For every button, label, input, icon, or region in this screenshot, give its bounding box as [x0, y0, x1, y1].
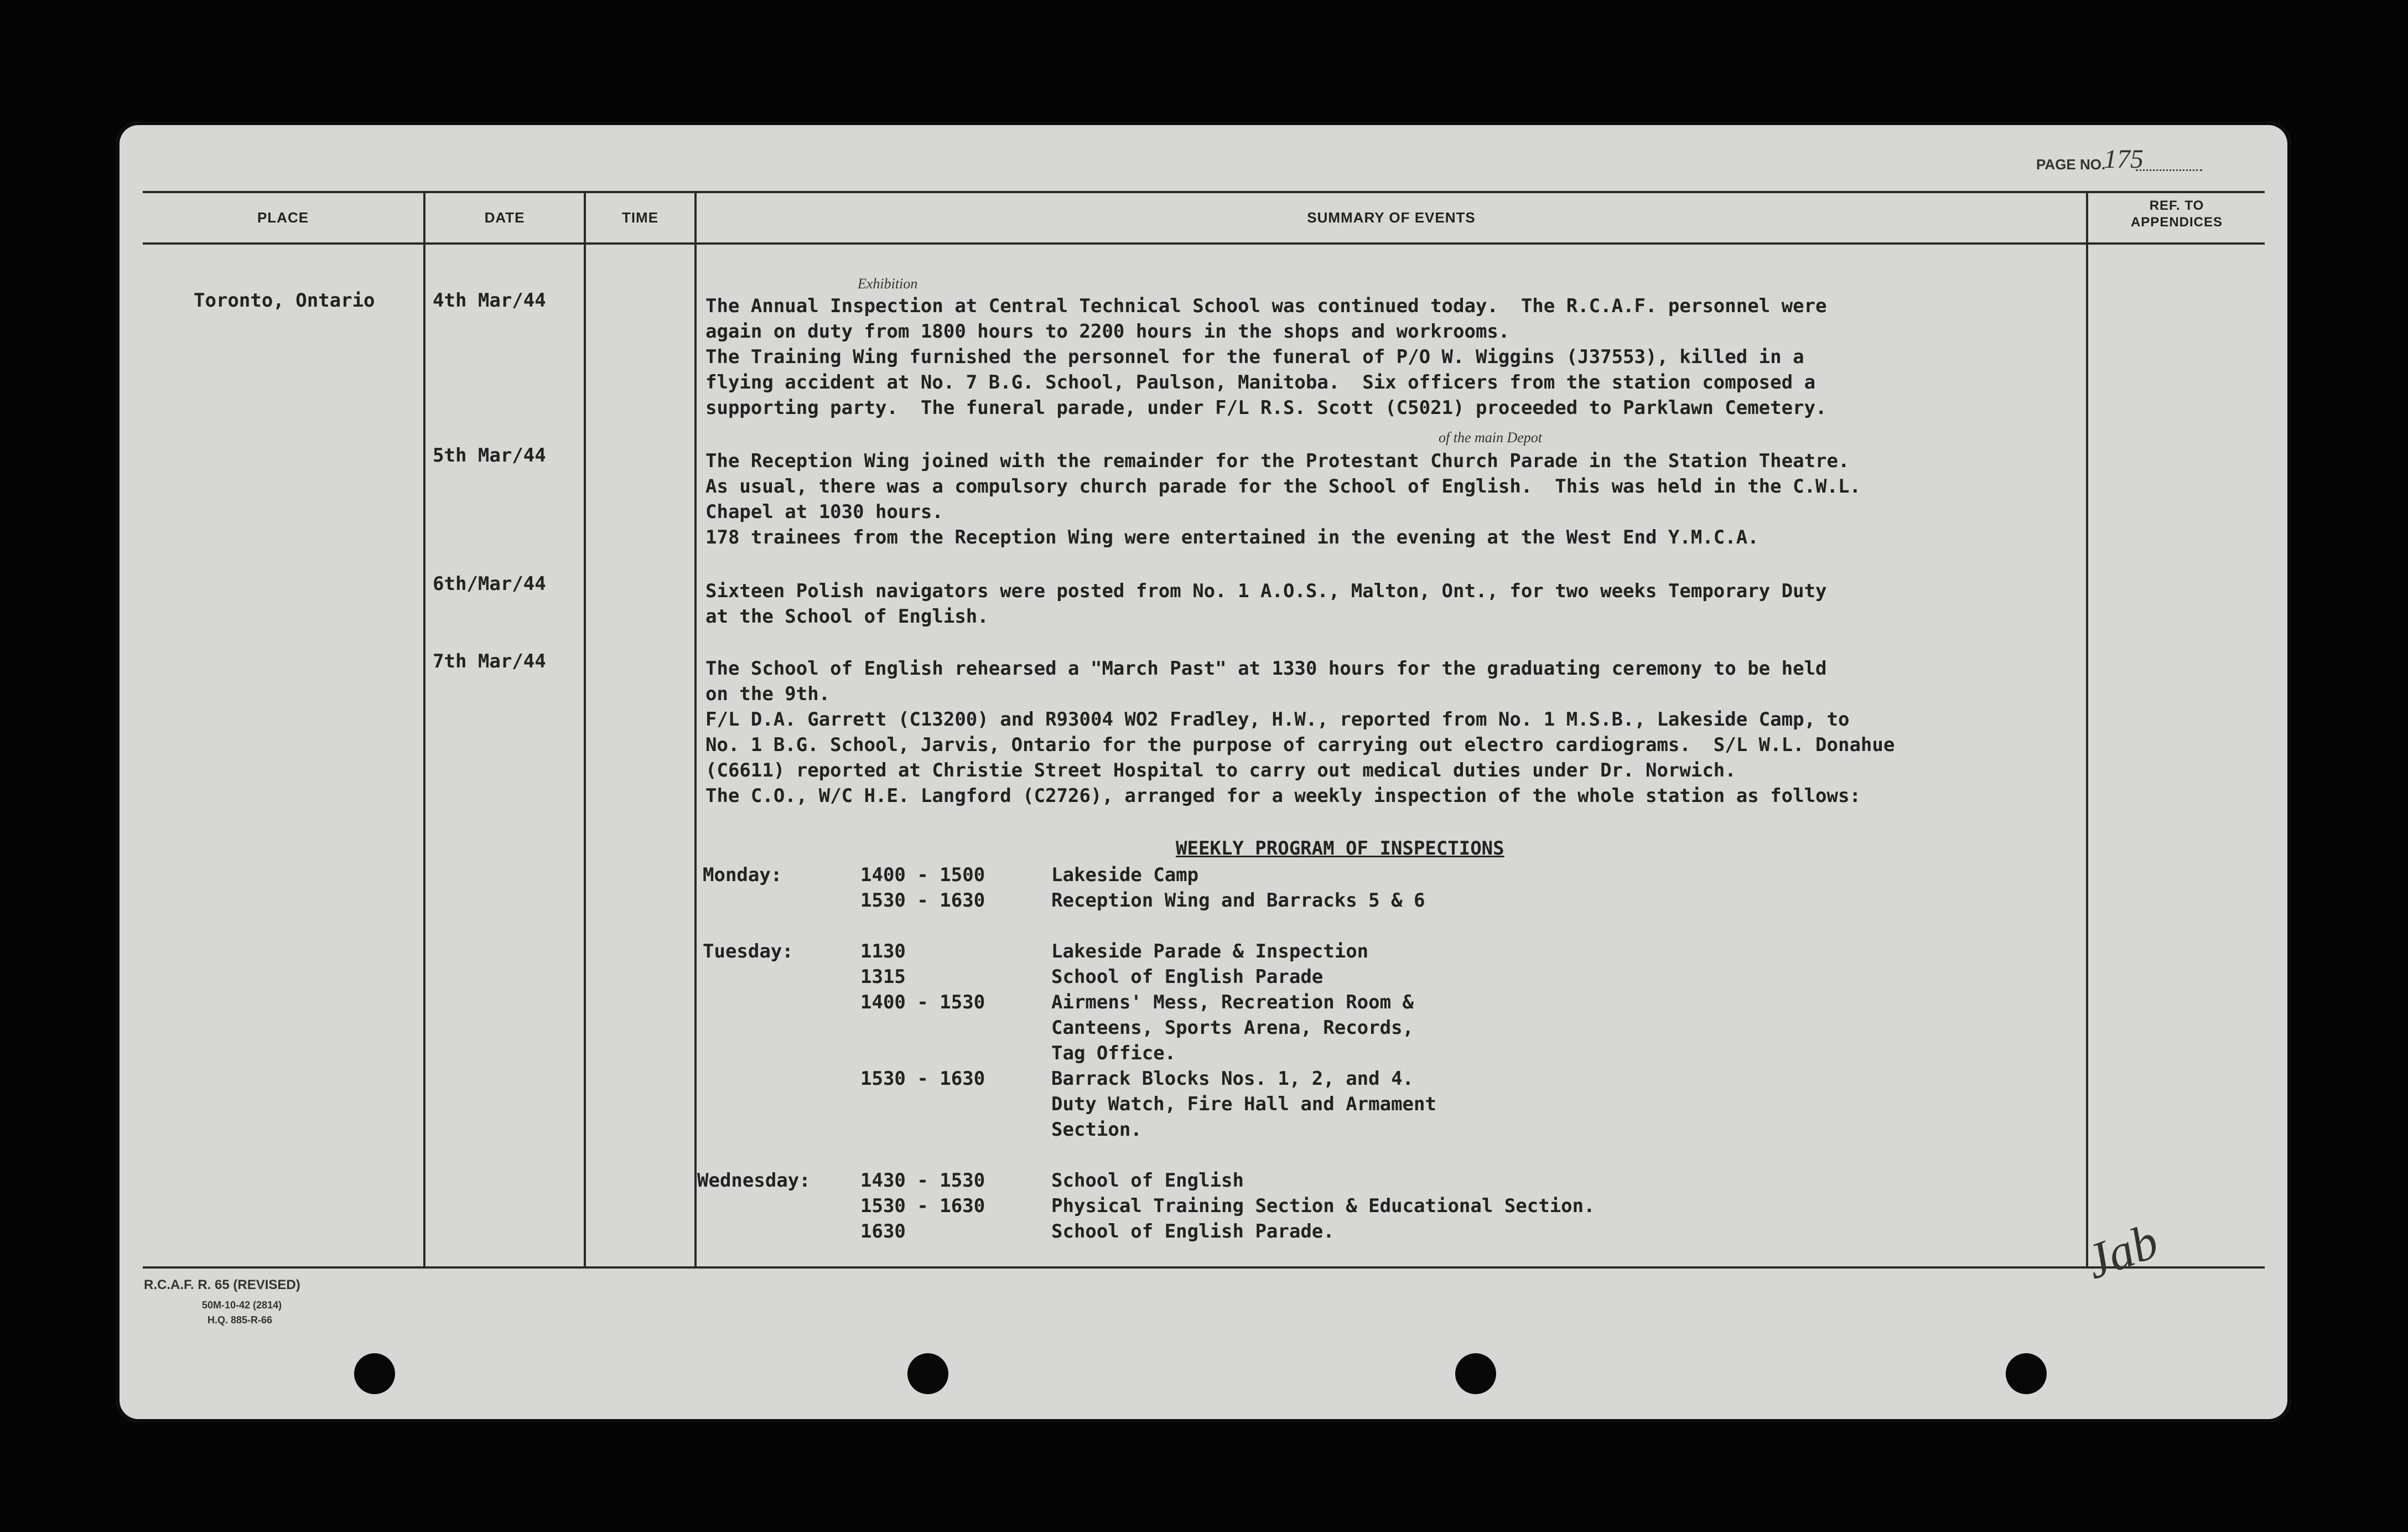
program-time: 1315 [860, 966, 906, 988]
program-event: Canteens, Sports Arena, Records, [1051, 1017, 1414, 1039]
program-event: School of English [1051, 1169, 1244, 1192]
program-time: 1400 - 1500 [860, 864, 985, 886]
program-event: Duty Watch, Fire Hall and Armament [1051, 1093, 1436, 1115]
program-event: Tag Office. [1051, 1042, 1176, 1064]
entry2 [705, 448, 1861, 550]
program-day: Tuesday: [703, 940, 793, 962]
entry4 [705, 656, 1895, 809]
program-day: Wednesday: [697, 1169, 811, 1192]
header-place: PLACE [257, 209, 309, 226]
entry1 [705, 293, 1827, 421]
entry1-line: The Training Wing furnished the personnel for the funeral of P/O W. Wiggins (J37553), killed in a [705, 346, 1804, 368]
entry1-line: The Annual Inspection at Central Technical School was continued today. The R.C.A.F. personnel were [705, 295, 1827, 317]
entry4-line: No. 1 B.G. School, Jarvis, Ontario for the purpose of carrying out electro cardiograms. S/L W.L. Donahue [705, 734, 1895, 756]
entry4-line: (C6611) reported at Christie Street Hospital to carry out medical duties under Dr. Norwich. [705, 759, 1736, 781]
header-top-rule [143, 191, 2265, 193]
program-event: Reception Wing and Barracks 5 & 6 [1051, 889, 1425, 912]
entry3 [705, 578, 1827, 629]
header-bottom-rule [143, 242, 2265, 245]
entry1-line: flying accident at No. 7 B.G. School, Paulson, Manitoba. Six officers from the station composed a [705, 371, 1816, 394]
column-divider-date [584, 191, 586, 1267]
entry2-line: The Reception Wing joined with the remainder for the Protestant Church Parade in the Station Theatre. [705, 450, 1850, 472]
program-time: 1400 - 1530 [860, 991, 985, 1013]
program-event: Physical Training Section & Educational Section. [1051, 1195, 1595, 1217]
entry2-line: Chapel at 1030 hours. [705, 501, 943, 523]
program-event: Lakeside Camp [1051, 864, 1199, 886]
program-event: Section. [1051, 1119, 1142, 1141]
footer-rule [143, 1266, 2265, 1269]
program-event: School of English Parade. [1051, 1220, 1335, 1243]
program-time: 1430 - 1530 [860, 1169, 985, 1192]
entry2-line: 178 trainees from the Reception Wing were entertained in the evening at the West End Y.M.C.A. [705, 526, 1759, 548]
entry2-annotation: of the main Depot [1439, 429, 1543, 446]
entry4-line: F/L D.A. Garrett (C13200) and R93004 WO2 Fradley, H.W., reported from No. 1 M.S.B., Lakeside Camp, to [705, 708, 1850, 731]
form-line3: H.Q. 885-R-66 [207, 1314, 273, 1326]
header-summary: SUMMARY OF EVENTS [1307, 209, 1476, 226]
form-number: R.C.A.F. R. 65 (REVISED) [144, 1277, 300, 1292]
entry3-line: Sixteen Polish navigators were posted from No. 1 A.O.S., Malton, Ont., for two weeks Temporary Duty [705, 580, 1827, 602]
initials-signature: Jab [2078, 1213, 2165, 1290]
header-time: TIME [621, 209, 659, 226]
column-divider-summary [2086, 191, 2088, 1267]
form-line2: 50M-10-42 (2814) [202, 1300, 282, 1311]
program-event: Airmens' Mess, Recreation Room & [1051, 991, 1414, 1013]
header-ref-line2: APPENDICES [2130, 215, 2223, 230]
program-event: Barrack Blocks Nos. 1, 2, and 4. [1051, 1068, 1414, 1090]
entry1-line: again on duty from 1800 hours to 2200 hours in the shops and workrooms. [705, 320, 1510, 343]
page-number-label: PAGE NO. [2036, 156, 2106, 173]
header-ref-line1: REF. TO [2149, 198, 2204, 213]
page-number-dots [2136, 169, 2202, 171]
program-title: WEEKLY PROGRAM OF INSPECTIONS [1176, 837, 1504, 860]
program-time: 1130 [860, 940, 906, 962]
entry3-line: at the School of English. [705, 605, 989, 628]
entry1-line: supporting party. The funeral parade, under F/L R.S. Scott (C5021) proceeded to Parklawn Cemetery. [705, 397, 1827, 419]
page-number: 175 [2104, 144, 2144, 174]
header-date: DATE [484, 209, 525, 226]
binder-hole-3 [1455, 1353, 1496, 1394]
program-time: 1530 - 1630 [860, 1068, 985, 1090]
entry4-line: on the 9th. [705, 683, 831, 705]
date-entry-2: 5th Mar/44 [433, 444, 546, 467]
program-time: 1530 - 1630 [860, 1195, 985, 1217]
program-event: Lakeside Parade & Inspection [1051, 940, 1369, 962]
binder-hole-1 [354, 1353, 395, 1394]
entry1-annotation: Exhibition [858, 276, 918, 292]
entry4-line: The School of English rehearsed a "March Past" at 1330 hours for the graduating ceremony to be held [705, 658, 1827, 680]
program-time: 1530 - 1630 [860, 889, 985, 912]
place-text: Toronto, Ontario [194, 289, 375, 312]
column-divider-place [423, 191, 425, 1267]
program-day: Monday: [703, 864, 782, 886]
binder-hole-2 [907, 1353, 948, 1394]
date-entry-3: 6th/Mar/44 [433, 573, 546, 595]
program-time: 1630 [860, 1220, 906, 1243]
entry2-line: As usual, there was a compulsory church parade for the School of English. This was held in the C.W.L. [705, 475, 1861, 498]
diary-page [116, 122, 2291, 1422]
date-entry-4: 7th Mar/44 [433, 650, 546, 672]
entry4-line: The C.O., W/C H.E. Langford (C2726), arranged for a weekly inspection of the whole station as follows: [705, 785, 1861, 807]
date-entry-1: 4th Mar/44 [433, 289, 546, 312]
program-event: School of English Parade [1051, 966, 1324, 988]
column-divider-time [694, 191, 697, 1267]
binder-hole-4 [2006, 1353, 2047, 1394]
